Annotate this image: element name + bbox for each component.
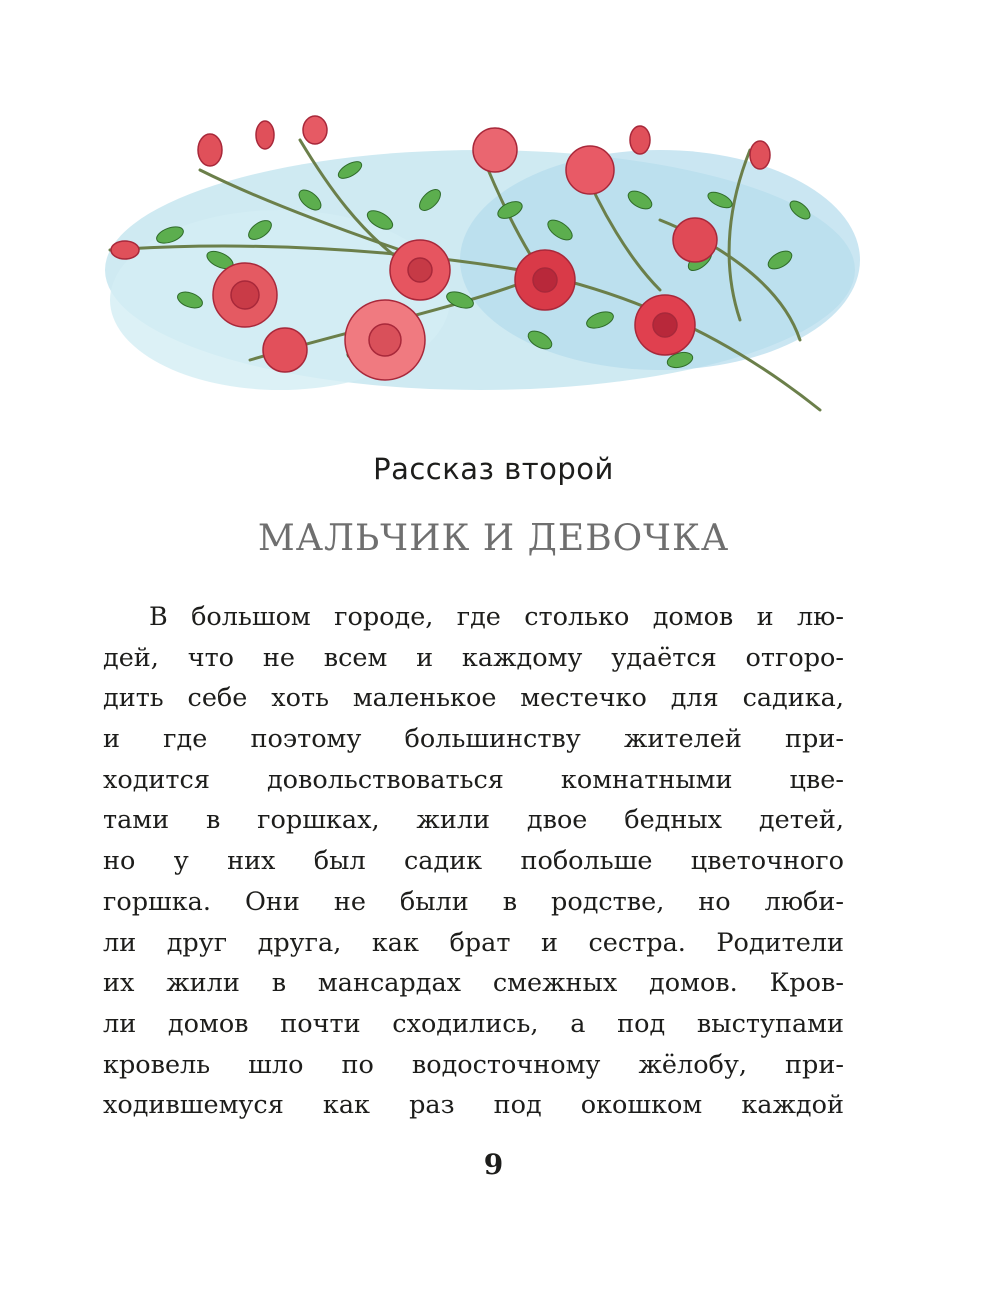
text-line: и где поэтому большинству жителей при- xyxy=(103,724,844,755)
text-line: В большом городе, где столько домов и лю- xyxy=(149,602,844,632)
text-line: ходится довольствоваться комнатными цве- xyxy=(103,764,844,795)
text-line: горшка. Они не были в родстве, но люби- xyxy=(103,886,844,917)
rose-bud xyxy=(256,121,274,149)
rose-bud xyxy=(198,134,222,166)
page-number: 9 xyxy=(483,1148,504,1181)
text-line: дить себе хоть маленькое местечко для садика, xyxy=(103,683,844,714)
roses-branch-illustration xyxy=(100,110,860,420)
rose xyxy=(263,328,307,372)
rose xyxy=(566,146,614,194)
rose-bud xyxy=(303,116,327,144)
chapter-subtitle: Рассказ второй xyxy=(373,452,614,486)
rose-center xyxy=(231,281,259,309)
text-line: но у них был садик побольше цветочного xyxy=(103,846,844,877)
story-paragraph xyxy=(103,597,844,1126)
rose-center xyxy=(369,324,401,356)
text-line: кровель шло по водосточному жёлобу, при- xyxy=(103,1049,844,1080)
rose-bud xyxy=(630,126,650,154)
text-line: тами в горшках, жили двое бедных детей, xyxy=(103,805,844,836)
text-line: ли друг друга, как брат и сестра. Родители xyxy=(103,927,844,958)
rose xyxy=(673,218,717,262)
text-line: дей, что не всем и каждому удаётся отгоро- xyxy=(103,642,844,673)
chapter-title: МАЛЬЧИК И ДЕВОЧКА xyxy=(257,518,730,559)
rose xyxy=(473,128,517,172)
rose-bud xyxy=(750,141,770,169)
rose-center xyxy=(408,258,432,282)
text-line: ходившемуся как раз под окошком каждой xyxy=(103,1090,844,1121)
rose-center xyxy=(653,313,677,337)
text-line: их жили в мансардах смежных домов. Кров- xyxy=(103,968,844,999)
text-line: ли домов почти сходились, а под выступами xyxy=(103,1008,844,1039)
rose-bud xyxy=(111,241,139,259)
rose-center xyxy=(533,268,557,292)
